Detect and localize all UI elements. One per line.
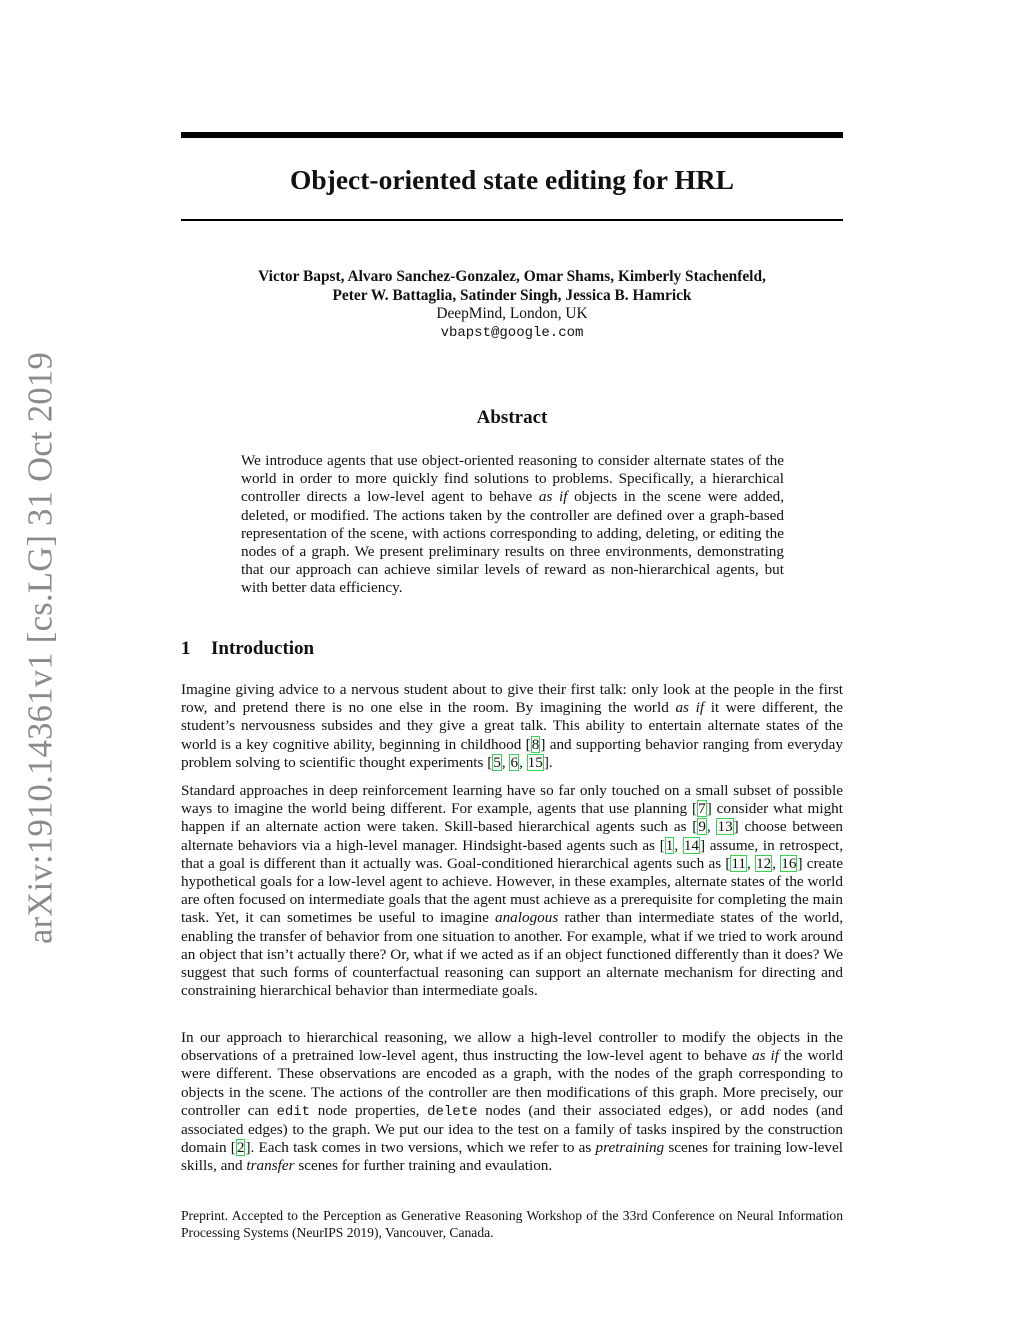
arxiv-identifier: arXiv:1910.14361v1 [cs.LG] 31 Oct 2019 <box>21 351 60 945</box>
citation-link[interactable]: 13 <box>717 818 733 836</box>
intro-paragraph-3: In our approach to hierarchical reasoning, we allow a high-level controller to modify the objects in the observations of a pretrained low-level agent, thus instructing the low-level agent to behave as if the world were different. These observations are encoded as a graph, with the nodes of the graph corresponding to objects in the scene. The actions of the controller are then modifications of this graph. More precisely, our controller can edit node properties, delete nodes (and their associated edges), or add nodes (and associated edges) to the graph. We put our idea to the test on a family of tasks inspired by the construction domain [2]. Each task comes in two versions, which we refer to as pretraining scenes for training low-level skills, and transfer scenes for further training and evaulation. <box>181 1029 843 1175</box>
intro-paragraph-1: Imagine giving advice to a nervous student about to give their first talk: only look at the people in the first row, and pretend there is no one else in the room. By imagining the world as if it were different, the student’s nervousness subsides and they give a great talk. This ability to entertain alternate states of the world is a key cognitive ability, beginning in childhood [8] and supporting behavior ranging from everyday problem solving to scientific thought experiments [5, 6, 15]. <box>181 681 843 771</box>
citation-link[interactable]: 11 <box>731 854 747 872</box>
citation-link[interactable]: 16 <box>781 854 797 872</box>
citation-link[interactable]: 2 <box>236 1139 245 1157</box>
title-rule-top <box>181 132 843 138</box>
section-title: Introduction <box>211 638 315 659</box>
citation-link[interactable]: 6 <box>510 753 519 771</box>
citation-link[interactable]: 9 <box>698 818 706 836</box>
citation-link[interactable]: 7 <box>698 800 706 818</box>
code-add: add <box>740 1103 766 1120</box>
preprint-footnote: Preprint. Accepted to the Perception as Generative Reasoning Workshop of the 33rd Conference on Neural Information Processing Systems (NeurIPS 2019), Vancouver, Canada. <box>181 1208 843 1240</box>
citation-link[interactable]: 5 <box>493 753 501 771</box>
author-names-line-2: Peter W. Battaglia, Satinder Singh, Jessica B. Hamrick <box>332 286 692 304</box>
author-block <box>181 268 843 342</box>
citation-link[interactable]: 15 <box>527 753 543 771</box>
citation-link[interactable]: 8 <box>531 735 540 753</box>
citation-link[interactable]: 1 <box>665 836 674 854</box>
citation-link[interactable]: 14 <box>683 836 700 854</box>
affiliation: DeepMind, London, UK <box>436 305 588 322</box>
section-heading-introduction <box>181 638 314 660</box>
code-edit: edit <box>276 1103 311 1120</box>
intro-paragraph-2: Standard approaches in deep reinforcement learning have so far only touched on a small subset of possible ways to imagine the world being different. For example, agents that use planning [7] consider what might happen if an alternate action were taken. Skill-based hierarchical agents such as [9, 13] choose between alternate behaviors via a high-level manager. Hindsight-based agents such as [1, 14] assume, in retrospect, that a goal is different than it actually was. Goal-conditioned hierarchical agents such as [11, 12, 16] create hypothetical goals for a low-level agent to achieve. However, in these examples, alternate states of the world are often focused on intermediate goals that the agent must achieve as a prerequisite for completing the main task. Yet, it can sometimes be useful to imagine analogous rather than intermediate states of the world, enabling the transfer of behavior from one situation to another. For example, what if we tried to work around an object that isn’t actually there? Or, what if we acted as if an object functioned differently than it does? We suggest that such forms of counterfactual reasoning can support an alternate mechanism for directing and constraining hierarchical behavior than intermediate goals. <box>181 782 844 1000</box>
abstract-heading: Abstract <box>476 407 548 428</box>
abstract-text: We introduce agents that use object-oriented reasoning to consider alternate states of the world in order to more quickly find solutions to problems. Specifically, a hierarchical controller directs a low-level agent to behave as if objects in the scene were added, deleted, or modified. The actions taken by the controller are defined over a graph-based representation of the scene, with actions corresponding to adding, deleting, or editing the nodes of a graph. We present preliminary results on three environments, demonstrating that our approach can achieve similar levels of reward as non-hierarchical agents, but with better data efficiency. <box>241 452 784 597</box>
title-rule-bottom <box>181 219 843 221</box>
author-names-line-1: Victor Bapst, Alvaro Sanchez-Gonzalez, Omar Shams, Kimberly Stachenfeld, <box>258 268 766 285</box>
code-delete: delete <box>427 1103 478 1120</box>
author-email[interactable]: vbapst@google.com <box>440 324 584 341</box>
paper-title: Object-oriented state editing for HRL <box>290 164 734 195</box>
section-number: 1 <box>181 638 191 659</box>
citation-link[interactable]: 12 <box>756 854 772 872</box>
